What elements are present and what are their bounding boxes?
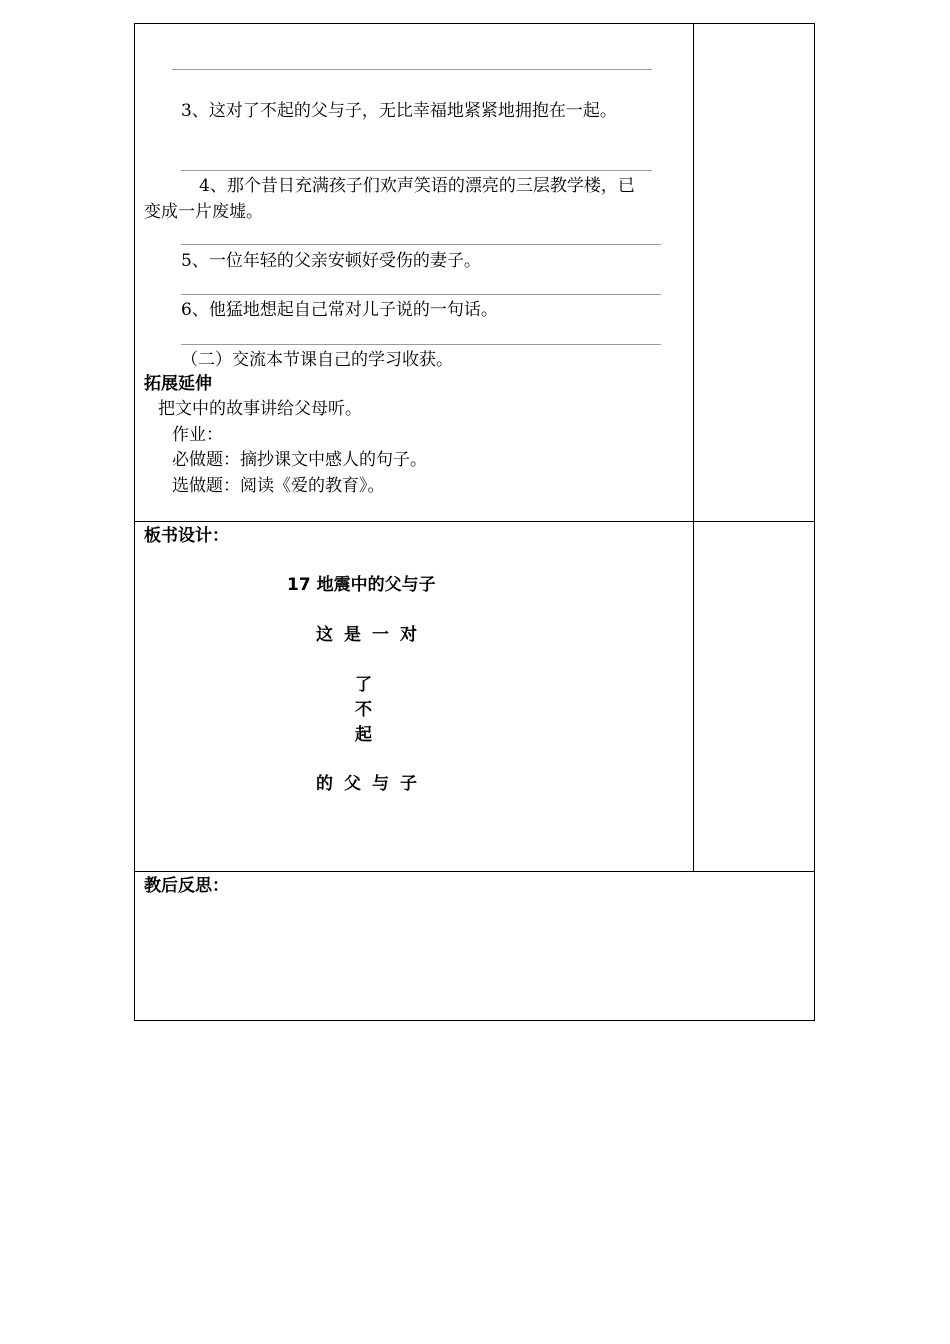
extension-heading: 拓展延伸	[144, 374, 212, 394]
exchange-line: （二）交流本节课自己的学习收获。	[181, 350, 453, 370]
answer-blank-line	[181, 170, 652, 171]
answer-item-3: 3、这对了不起的父与子，无比幸福地紧紧地拥抱在一起。	[181, 101, 617, 121]
blackboard-title: 17 地震中的父与子	[287, 575, 436, 595]
reflection-heading: 教后反思：	[144, 876, 229, 896]
answer-item-5: 5、一位年轻的父亲安顿好受伤的妻子。	[181, 251, 481, 271]
answer-blank-line	[181, 344, 661, 345]
answer-item-4-continuation: 变成一片废墟。	[144, 202, 263, 222]
homework-label: 作业：	[172, 425, 223, 445]
row-divider-2	[134, 871, 815, 872]
blackboard-vertical-char: 不	[355, 700, 372, 720]
blackboard-vertical-char: 了	[355, 675, 372, 695]
answer-item-6: 6、他猛地想起自己常对儿子说的一句话。	[181, 300, 498, 320]
blackboard-vertical-char: 起	[355, 725, 372, 745]
column-divider	[693, 23, 694, 872]
homework-optional: 选做题：阅读《爱的教育》。	[172, 476, 385, 496]
answer-blank-line	[181, 294, 661, 295]
homework-required: 必做题：摘抄课文中感人的句子。	[172, 450, 427, 470]
answer-blank-line	[181, 244, 661, 245]
blackboard-line-last: 的父与子	[316, 774, 428, 794]
row-divider-1	[134, 521, 815, 522]
answer-blank-line	[172, 69, 652, 70]
blackboard-line-1: 这是一对	[316, 625, 428, 645]
extension-task: 把文中的故事讲给父母听。	[158, 399, 362, 419]
answer-item-4: 4、那个昔日充满孩子们欢声笑语的漂亮的三层教学楼，已	[199, 176, 635, 196]
blackboard-heading: 板书设计：	[144, 526, 229, 546]
